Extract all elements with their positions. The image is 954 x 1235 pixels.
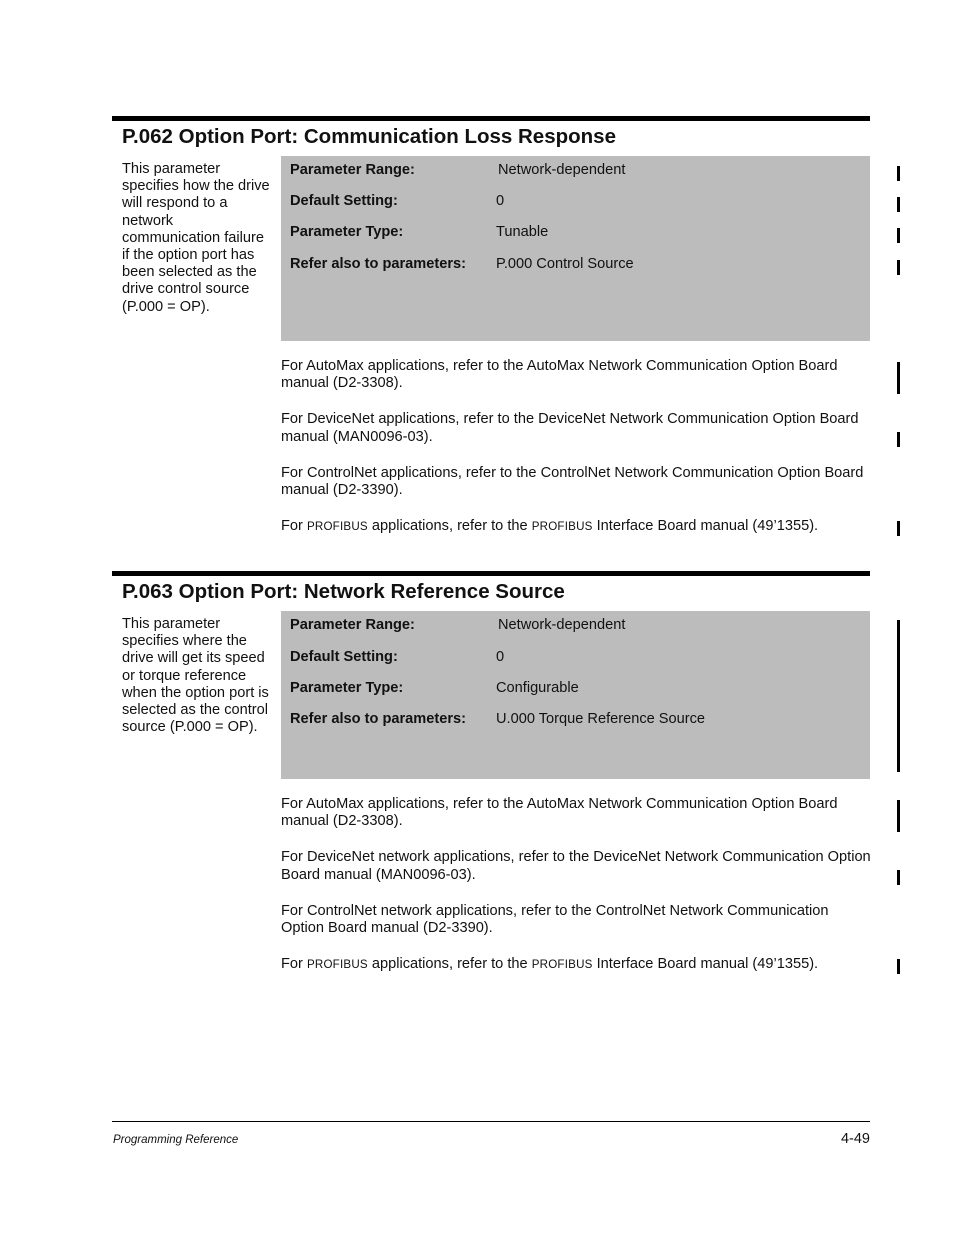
note-paragraph: For DeviceNet applications, refer to the DeviceNet Network Communication Option Board manual (MAN0096-03).: [281, 411, 859, 445]
text-fragment: PROFIBUS: [531, 958, 593, 972]
section-title: P.063 Option Port: Network Reference Source: [122, 580, 565, 603]
change-bar: [897, 432, 900, 447]
change-bar: [897, 870, 900, 885]
text-fragment: PROFIBUS: [306, 958, 368, 972]
footer-rule: [112, 1121, 870, 1122]
change-bar: [897, 521, 900, 536]
param-label: Refer also to parameters:: [290, 711, 467, 727]
change-bar: [897, 800, 900, 832]
param-label: Parameter Range:: [290, 617, 415, 633]
section-title: P.062 Option Port: Communication Loss Response: [122, 125, 616, 148]
change-bar: [897, 166, 900, 181]
text-fragment: PROFIBUS: [306, 520, 368, 534]
change-bar: [897, 260, 900, 275]
section-rule: [112, 571, 870, 576]
note-paragraph: For ControlNet applications, refer to the ControlNet Network Communication Option Board manual (D2-3390).: [281, 464, 864, 499]
param-label: Parameter Type:: [290, 224, 404, 240]
notes: [281, 796, 873, 992]
footer-chapter-title: Programming Reference: [113, 1134, 239, 1146]
parameter-table: [281, 611, 870, 779]
text-fragment: Interface Board manual (49’1355).: [592, 518, 819, 535]
param-label: Default Setting:: [290, 649, 398, 665]
text-fragment: Interface Board manual (49’1355).: [592, 956, 819, 973]
note-paragraph: For AutoMax applications, refer to the AutoMax Network Communication Option Board manual (D2-3308).: [281, 358, 838, 392]
section-p062: [112, 116, 870, 546]
note-paragraph-profibus: [281, 956, 873, 973]
text-fragment: applications, refer to the: [367, 956, 532, 973]
change-bar: [897, 362, 900, 394]
parameter-description: This parameter specifies where the drive will get its speed or torque reference when the option port is selected as the control source (P.000 = OP).: [122, 616, 269, 736]
change-bar: [897, 228, 900, 243]
param-value: Tunable: [496, 224, 549, 240]
param-label: Parameter Range:: [290, 162, 415, 178]
param-label: Refer also to parameters:: [290, 256, 467, 272]
note-paragraph: For AutoMax applications, refer to the AutoMax Network Communication Option Board manual (D2-3308).: [281, 796, 838, 830]
notes: [281, 358, 873, 554]
note-paragraph-profibus: [281, 518, 873, 535]
param-value: Network-dependent: [498, 617, 626, 633]
param-label: Parameter Type:: [290, 680, 404, 696]
parameter-description: This parameter specifies how the drive will respond to a network communication failure if the option port has been selected as the drive control source (P.000 = OP).: [122, 161, 270, 315]
change-bar: [897, 197, 900, 212]
page-number: 4-49: [840, 1131, 870, 1147]
note-paragraph: For ControlNet network applications, refer to the ControlNet Network Communication Option Board manual (D2-3390).: [281, 902, 829, 937]
text-fragment: For: [281, 956, 307, 973]
param-value: 0: [496, 193, 505, 209]
text-fragment: applications, refer to the: [367, 518, 532, 535]
text-fragment: For: [281, 518, 307, 535]
param-value: Configurable: [496, 680, 579, 696]
text-fragment: PROFIBUS: [531, 520, 593, 534]
param-value: Network-dependent: [498, 162, 626, 178]
section-rule: [112, 116, 870, 121]
param-value: P.000 Control Source: [496, 256, 634, 272]
param-value: 0: [496, 649, 505, 665]
section-p063: [112, 571, 870, 991]
param-value: U.000 Torque Reference Source: [496, 711, 706, 727]
parameter-table: [281, 156, 870, 341]
note-paragraph: For DeviceNet network applications, refer to the DeviceNet Network Communication Option Board manual (MAN0096-03).: [281, 849, 871, 883]
change-bar: [897, 620, 900, 772]
change-bar: [897, 959, 900, 974]
param-label: Default Setting:: [290, 193, 398, 209]
